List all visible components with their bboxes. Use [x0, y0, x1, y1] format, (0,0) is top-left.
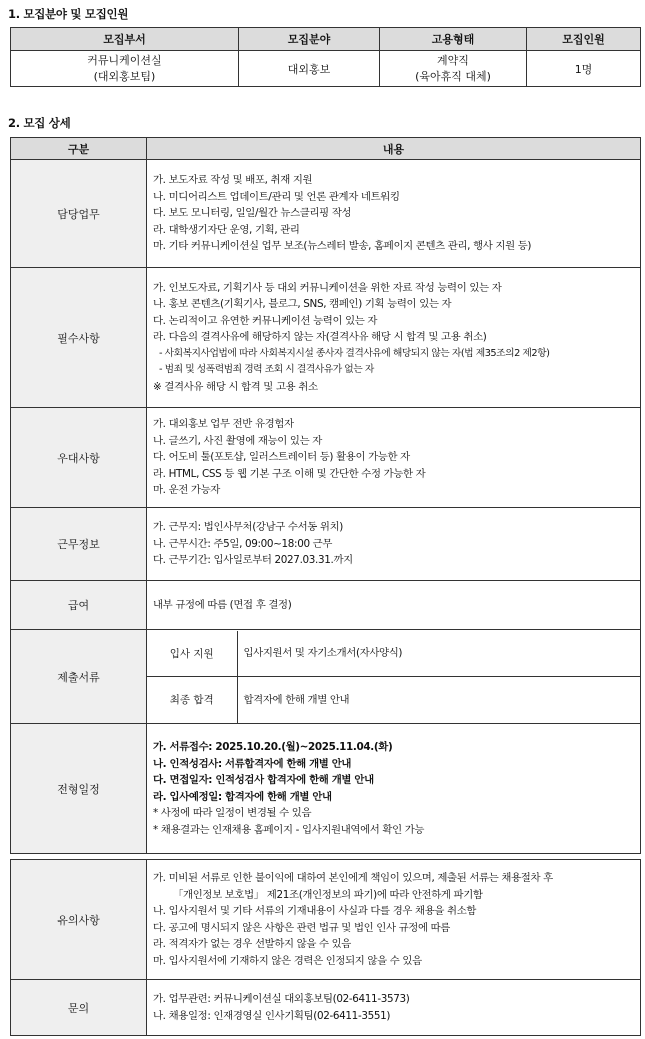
required-line: 라. 다음의 결격사유에 해당하지 않는 자(결격사유 해당 시 합격 및 고용 취소): [153, 331, 487, 344]
required-line: 나. 홍보 콘텐츠(기획기사, 블로그, SNS, 캠페인) 기획 능력이 있는 자: [153, 298, 452, 311]
header-employment-type: 고용형태: [380, 28, 527, 51]
preferred-line: 다. 어도비 툴(포토샵, 일러스트레이터 등) 활용이 가능한 자: [153, 451, 410, 464]
work-line: 가. 근무지: 법인사무처(강남구 수서동 위치): [153, 521, 344, 534]
dept-cell: [11, 51, 239, 87]
contact-row: [11, 980, 641, 1036]
notes-line: 나. 입사지원서 및 기타 서류의 기재내용이 사실과 다를 경우 채용을 취소함: [153, 905, 477, 917]
schedule-line: 다. 면접일자: 인적성검사 합격자에 한해 개별 안내: [153, 774, 374, 786]
salary-row: [11, 581, 641, 630]
duties-line: 가. 보도자료 작성 및 배포, 취재 지원: [153, 174, 313, 187]
header-headcount: 모집인원: [527, 28, 641, 51]
contact-line: 나. 채용일정: 인재경영실 인사기획팀(02-6411-3551): [153, 1009, 391, 1022]
documents-content: [147, 630, 641, 724]
notes-line: 가. 미비된 서류로 인한 불이익에 대하여 본인에게 책임이 있으며, 제출된 서류는 채용절차 후: [153, 872, 553, 884]
notes-line: 다. 공고에 명시되지 않은 사항은 관련 법규 및 법인 인사 규정에 따름: [153, 921, 450, 934]
required-row: [11, 268, 641, 408]
work-row: [11, 508, 641, 581]
contact-line: 가. 업무관련: 커뮤니케이션실 대외홍보팀(02-6411-3573): [153, 993, 410, 1005]
contact-content: [147, 980, 641, 1036]
documents-desc: 합격자에 한해 개별 안내: [243, 693, 350, 706]
required-label: 필수사항: [11, 268, 147, 408]
headcount-cell: 1명: [527, 51, 641, 87]
salary-text: 내부 규정에 따름 (면접 후 결정): [147, 581, 641, 630]
notes-line: 마. 입사지원서에 기재하지 않은 경력은 인정되지 않을 수 있음: [153, 954, 422, 967]
preferred-label: 우대사항: [11, 408, 147, 508]
work-content: [147, 508, 641, 581]
duties-line: 마. 기타 커뮤니케이션실 업무 보조(뉴스레터 발송, 홈페이지 콘텐츠 관리, 행사 지원 등): [153, 240, 532, 253]
preferred-line: 라. HTML, CSS 등 웹 기본 구조 이해 및 간단한 수정 가능한 자: [153, 467, 426, 480]
dept-team: (대외홍보팀): [93, 69, 156, 83]
duties-content: [147, 160, 641, 268]
documents-row: [11, 630, 641, 724]
schedule-content: [147, 724, 641, 854]
documents-label: 제출서류: [11, 630, 147, 724]
schedule-row: [11, 724, 641, 854]
header-dept: 모집부서: [11, 28, 239, 51]
documents-stage: 입사 지원: [147, 631, 237, 677]
required-content: [147, 268, 641, 408]
notes-row: [11, 860, 641, 980]
notes-content: [147, 860, 641, 980]
field-cell: 대외홍보: [239, 51, 380, 87]
salary-label: 급여: [11, 581, 147, 630]
documents-stage: 최종 합격: [147, 677, 237, 723]
work-line: 나. 근무시간: 주5일, 09:00~18:00 근무: [153, 537, 333, 550]
header-field: 모집분야: [239, 28, 380, 51]
dept-name: 커뮤니케이션실: [87, 53, 162, 67]
documents-subtable: [147, 631, 640, 723]
schedule-note: * 채용결과는 인재채용 홈페이지 - 입사지원내역에서 확인 가능: [153, 823, 425, 836]
preferred-line: 마. 운전 가능자: [153, 484, 220, 497]
header-content: 내용: [147, 138, 641, 160]
preferred-line: 나. 글쓰기, 사진 촬영에 재능이 있는 자: [153, 434, 322, 447]
employment-type-cell: [380, 51, 527, 87]
schedule-line: 가. 서류접수: 2025.10.20.(월)~2025.11.04.(화): [153, 741, 393, 753]
section1-title: 1. 모집분야 및 모집인원: [8, 7, 129, 21]
notes-label: 유의사항: [11, 860, 147, 980]
required-subline: - 범죄 및 성폭력범죄 경력 조회 시 결격사유가 없는 자: [159, 364, 374, 376]
preferred-row: [11, 408, 641, 508]
duties-label: 담당업무: [11, 160, 147, 268]
duties-line: 다. 보도 모니터링, 일일/월간 뉴스클리핑 작성: [153, 207, 352, 220]
documents-desc: 입사지원서 및 자기소개서(자사양식): [237, 631, 640, 677]
work-line: 다. 근무기간: 입사일로부터 2027.03.31.까지: [153, 554, 353, 567]
duties-line: 나. 미디어리스트 업데이트/관리 및 언론 관계자 네트워킹: [153, 190, 400, 203]
required-line: 다. 논리적이고 유연한 커뮤니케이션 능력이 있는 자: [153, 314, 378, 327]
preferred-content: [147, 408, 641, 508]
notes-line: 라. 적격자가 없는 경우 선발하지 않을 수 있음: [153, 938, 351, 950]
employment-type-note: (육아휴직 대체): [415, 69, 491, 83]
section2-title: 2. 모집 상세: [8, 116, 71, 130]
contact-label: 문의: [11, 980, 147, 1036]
duties-row: [11, 160, 641, 268]
header-category: 구분: [11, 138, 147, 160]
required-note: ※ 결격사유 해당 시 합격 및 고용 취소: [153, 380, 318, 393]
recruitment-detail-table: [10, 137, 641, 1036]
recruitment-summary-table: [10, 27, 641, 87]
schedule-line: 라. 입사예정일: 합격자에 한해 개별 안내: [153, 790, 332, 803]
required-line: 가. 인보도자료, 기획기사 등 대외 커뮤니케이션을 위한 자료 작성 능력이 있는 자: [153, 281, 502, 294]
preferred-line: 가. 대외홍보 업무 전반 유경험자: [153, 418, 294, 431]
required-subline: - 사회복지사업법에 따라 사회복지시설 종사자 결격사유에 해당되지 않는 자(법 제35조의2 제2항): [159, 347, 550, 359]
schedule-label: 전형일정: [11, 724, 147, 854]
work-label: 근무정보: [11, 508, 147, 581]
schedule-line: 나. 인적성검사: 서류합격자에 한해 개별 안내: [153, 757, 352, 770]
employment-type: 계약직: [437, 53, 469, 67]
schedule-note: * 사정에 따라 일정이 변경될 수 있음: [153, 807, 312, 819]
duties-line: 라. 대학생기자단 운영, 기획, 관리: [153, 223, 300, 236]
notes-line: 「개인정보 보호법」 제21조(개인정보의 파기)에 따라 안전하게 파기함: [173, 888, 483, 901]
